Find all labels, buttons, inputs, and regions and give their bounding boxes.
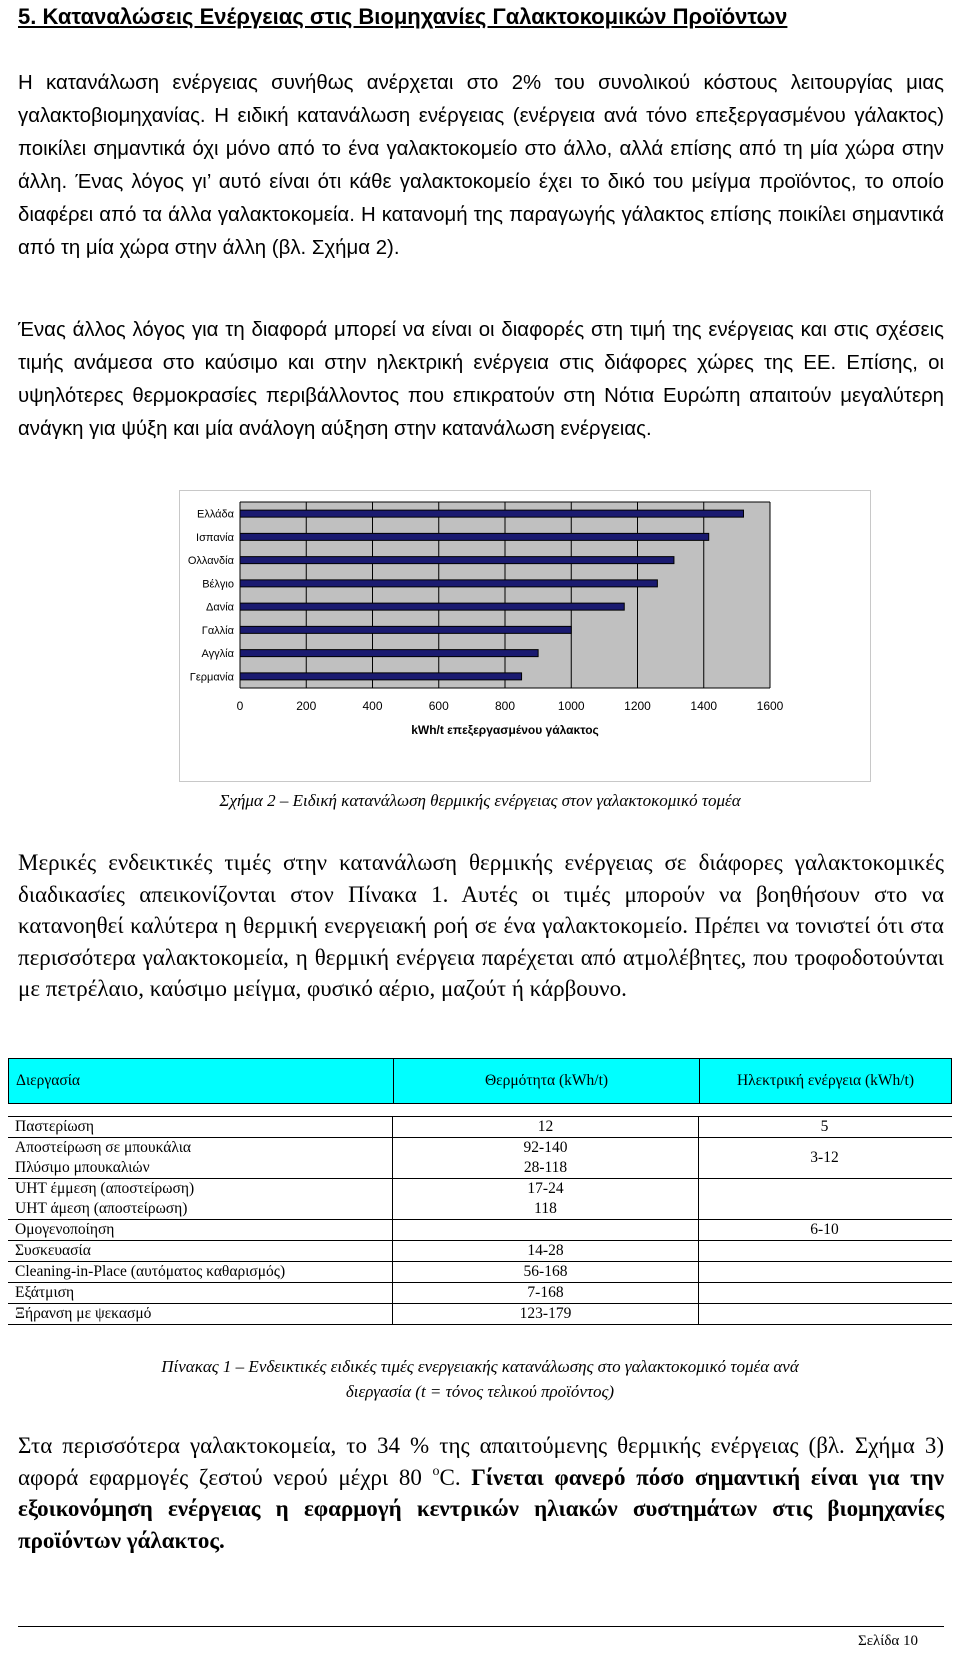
- paragraph-reasons: Ένας άλλος λόγος για τη διαφορά μπορεί να είναι οι διαφορές στη τιμή της ενέργειας και στις σχέσεις τιμής ανάμεσα στο καύσιμο και στην ηλεκτρική ενέργεια στις διάφορες χώρες της ΕΕ. Επίσης, οι υψηλότερες θερμοκρασίες περιβάλλοντος που επικρατούν στη Νότια Ευρώπη απαιτούν μεγαλύτερη ανάγκη για ψύξη και μία ανάλογη αύξηση στην κατανάλωση ενέργειας.: [18, 319, 944, 440]
- bar-6: [240, 650, 538, 657]
- cell-process: [8, 1283, 393, 1303]
- cell-text: 14-28: [527, 1242, 564, 1259]
- cell-electric: [699, 1179, 950, 1219]
- cell-text: Ξήρανση με ψεκασμό: [15, 1305, 152, 1322]
- category-label: Γαλλία: [201, 624, 234, 637]
- header-heat: Θερμότητα (kWh/t): [394, 1059, 700, 1103]
- cell-text: UHT έμμεση (αποστείρωση): [15, 1180, 195, 1197]
- cell-process: [8, 1241, 393, 1261]
- cell-process: [8, 1262, 393, 1282]
- final-unit: C.: [439, 1464, 472, 1490]
- cell-process: [8, 1117, 393, 1137]
- cell-text: 92-140: [523, 1139, 568, 1156]
- cell-text: Συσκευασία: [15, 1242, 91, 1259]
- table-row: [8, 1262, 952, 1283]
- x-tick-label: 1200: [624, 699, 651, 713]
- x-tick-label: 1000: [557, 699, 585, 713]
- degree-superscript: o: [432, 1463, 440, 1479]
- table-row: [8, 1304, 952, 1324]
- bar-1: [240, 533, 709, 540]
- cell-electric: [699, 1241, 950, 1261]
- cell-text: 3-12: [810, 1149, 839, 1166]
- cell-process: [8, 1220, 393, 1240]
- cell-text: Παστερίωση: [15, 1118, 94, 1135]
- cell-text: Πλύσιμο μπουκαλιών: [15, 1159, 150, 1176]
- bar-2: [240, 557, 674, 564]
- cell-text: 123-179: [519, 1305, 572, 1322]
- category-label: Ολλανδία: [187, 555, 234, 568]
- x-tick-label: 0: [236, 699, 244, 713]
- cell-heat: [393, 1283, 699, 1303]
- cell-text: [393, 1220, 698, 1240]
- bar-0: [240, 510, 744, 517]
- cell-heat: [393, 1117, 699, 1137]
- cell-text: UHT άμεση (αποστείρωση): [15, 1200, 188, 1217]
- header-electric: Ηλεκτρική ενέργεια (kWh/t): [736, 1072, 915, 1089]
- category-label: Δανία: [205, 601, 234, 614]
- category-label: Γερμανία: [189, 671, 234, 684]
- cell-electric: [699, 1138, 950, 1178]
- table-row: [8, 1220, 952, 1241]
- table-row: [8, 1179, 952, 1220]
- cell-text: 12: [537, 1118, 554, 1135]
- final-text: Στα περισσότερα γαλακτοκομεία, το 34 % της απαιτούμενης θερμικής ενέργειας (βλ. Σχήμα 3) αφορά εφαρμογές ζεστού νερού μέχρι 80: [18, 1433, 944, 1490]
- bar-5: [240, 626, 571, 633]
- cell-electric: [699, 1220, 950, 1240]
- cell-heat: [393, 1262, 699, 1282]
- category-label: Ελλάδα: [196, 508, 234, 521]
- cell-process: [8, 1304, 393, 1324]
- table-row: [8, 1283, 952, 1304]
- cell-electric: [699, 1262, 950, 1282]
- page-number: Σελίδα 10: [857, 1633, 918, 1649]
- bar-4: [240, 603, 624, 610]
- cell-text: Αποστείρωση σε μπουκάλια: [15, 1139, 192, 1156]
- x-tick-label: 1400: [690, 699, 718, 713]
- table-caption-line: Πίνακας 1 – Ενδεικτικές ειδικές τιμές ενεργειακής κατανάλωσης στο γαλακτοκομικό τομέα ανά: [161, 1357, 799, 1376]
- cell-heat: [393, 1179, 699, 1219]
- category-label: Ισπανία: [196, 531, 234, 544]
- x-tick-label: 600: [428, 699, 449, 713]
- cell-text: 7-168: [527, 1284, 564, 1301]
- final-bold-text: Γίνεται φανερό πόσο σημαντική είναι για την εξοικονόμηση ενέργειας η εφαρμογή κεντρικών ηλιακών συστημάτων στις βιομηχανίες προϊόντων γάλακτος.: [18, 1464, 944, 1553]
- cell-text: Cleaning-in-Place (αυτόματος καθαρισμός): [15, 1263, 286, 1280]
- paragraph-solar: [18, 1430, 944, 1556]
- cell-electric: [699, 1283, 950, 1303]
- cell-heat: [393, 1304, 699, 1324]
- cell-text: Ομογενοποίηση: [15, 1221, 115, 1238]
- x-tick-label: 1600: [756, 699, 784, 713]
- paragraph-thermal-values: Μερικές ενδεικτικές τιμές στην κατανάλωση θερμικής ενέργειας σε διάφορες γαλακτοκομικές διαδικασίες απεικονίζονται στον Πίνακα 1. Αυτές οι τιμές μπορούν να βοηθήσουν στο να κατανοηθεί καλύτερα η θερμική ενεργειακή ροή σε ένα γαλακτοκομείο. Πρέπει να τονιστεί ότι στα περισσότερα γαλακτοκομεία, η θερμική ενέργεια παρέχεται από ατμολέβητες, που τροφοδοτούνται με πετρέλαιο, καύσιμο μείγμα, φυσικό αέριο, μαζούτ ή κάρβουνο.: [18, 850, 944, 1001]
- energy-table: [8, 1058, 952, 1325]
- cell-electric: [699, 1304, 950, 1324]
- cell-text: 56-168: [523, 1263, 568, 1280]
- cell-text: 28-118: [523, 1159, 568, 1176]
- cell-text: 17-24: [527, 1180, 564, 1197]
- cell-heat: [393, 1220, 699, 1240]
- cell-heat: [393, 1241, 699, 1261]
- section-heading: 5. Καταναλώσεις Ενέργειας στις Βιομηχανίες Γαλακτοκομικών Προϊόντων: [18, 4, 788, 29]
- cell-electric: [699, 1117, 950, 1137]
- cell-process: [8, 1138, 393, 1178]
- table-caption: [0, 1354, 960, 1404]
- chart-caption: Σχήμα 2 – Ειδική κατανάλωση θερμικής ενέργειας στον γαλακτοκομικό τομέα: [219, 791, 741, 810]
- x-axis-label: kWh/t επεξεργασμένου γάλακτος: [411, 723, 599, 737]
- cell-text: 5: [820, 1118, 829, 1135]
- cell-heat: [393, 1138, 699, 1178]
- energy-bar-chart: [179, 490, 869, 780]
- header-process: Διεργασία: [9, 1059, 394, 1103]
- category-label: Βέλγιο: [202, 578, 234, 591]
- paragraph-intro: Η κατανάλωση ενέργειας συνήθως ανέρχεται στο 2% του συνολικού κόστους λειτουργίας μιας γαλακτοβιομηχανίας. Η ειδική κατανάλωση ενέργειας (ενέργεια ανά τόνο επεξεργασμένου γάλακτος) ποικίλει σημαντικά όχι μόνο από το ένα γαλακτοκομείο στο άλλο, αλλά επίσης από τη μία χώρα στην άλλη. Ένας λόγος γι’ αυτό είναι ότι κάθε γαλακτοκομείο έχει το δικό του μείγμα προϊόντος, το οποίο διαφέρει από τα άλλα γαλακτοκομεία. Η κατανομή της παραγωγής γάλακτος επίσης ποικίλει σημαντικά από τη μία χώρα στην άλλη (βλ. Σχήμα 2).: [18, 72, 944, 259]
- x-tick-label: 400: [362, 699, 383, 713]
- bar-3: [240, 580, 657, 587]
- cell-process: [8, 1179, 393, 1219]
- footer-rule: [18, 1626, 944, 1627]
- table-caption-line: διεργασία (t = τόνος τελικού προϊόντος): [345, 1382, 615, 1401]
- bar-7: [240, 673, 522, 680]
- category-label: Αγγλία: [201, 648, 234, 661]
- table-row: [8, 1241, 952, 1262]
- cell-text: 6-10: [810, 1221, 839, 1238]
- cell-text: Εξάτμιση: [15, 1284, 75, 1301]
- table-row: [8, 1138, 952, 1179]
- x-tick-label: 800: [494, 699, 516, 713]
- cell-text: 118: [534, 1200, 557, 1217]
- x-tick-label: 200: [296, 699, 317, 713]
- table-body: [8, 1116, 952, 1325]
- table-header: [8, 1058, 952, 1104]
- table-row: [8, 1117, 952, 1138]
